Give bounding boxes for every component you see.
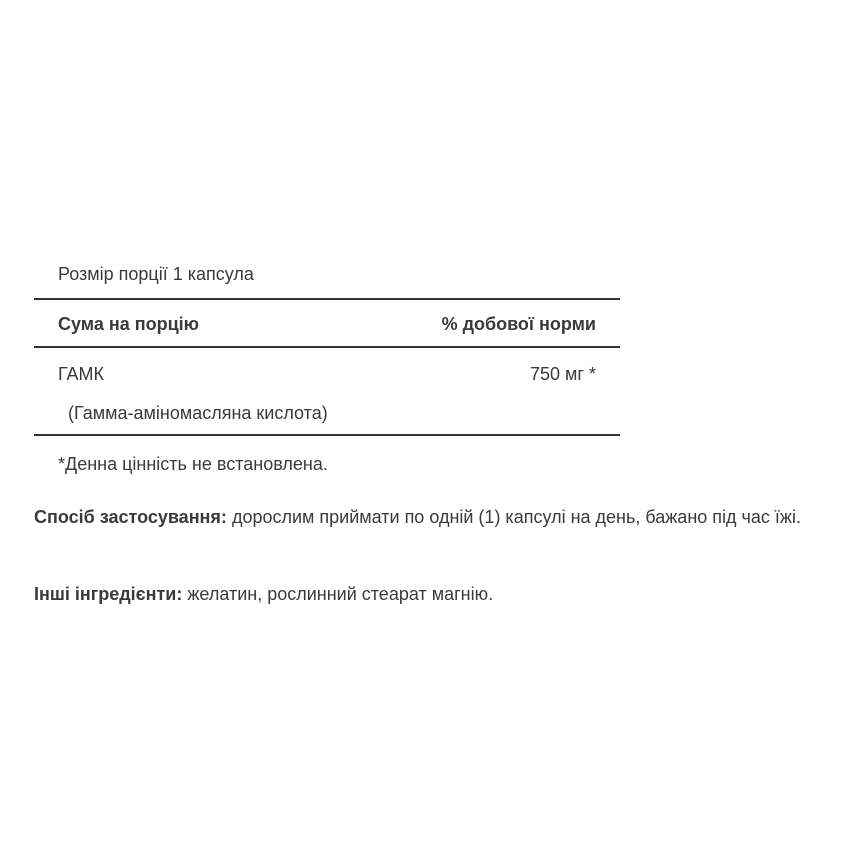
supplement-facts-table <box>34 256 620 436</box>
usage-paragraph <box>34 504 834 530</box>
daily-value-footnote: *Денна цінність не встановлена. <box>58 454 328 474</box>
usage-label: Спосіб застосування: <box>34 507 227 527</box>
ingredient-subname: (Гамма-аміномасляна кислота) <box>34 385 620 436</box>
other-ingredients-text: желатин, рослинний стеарат магнію. <box>182 584 494 604</box>
other-ingredients-label: Інші інгредієнти: <box>34 584 183 604</box>
facts-header-row <box>34 300 620 348</box>
daily-value-header: % добової норми <box>441 314 596 334</box>
serving-size: Розмір порції 1 капсула <box>34 256 620 300</box>
ingredient-name: ГАМК <box>58 364 105 384</box>
usage-text: дорослим приймати по одній (1) капсулі на день, бажано під час їжі. <box>226 507 801 527</box>
ingredient-amount: 750 мг * <box>530 364 596 384</box>
amount-per-serving-header: Сума на порцію <box>58 314 200 334</box>
other-ingredients-paragraph <box>34 581 834 607</box>
ingredient-row <box>34 348 620 385</box>
